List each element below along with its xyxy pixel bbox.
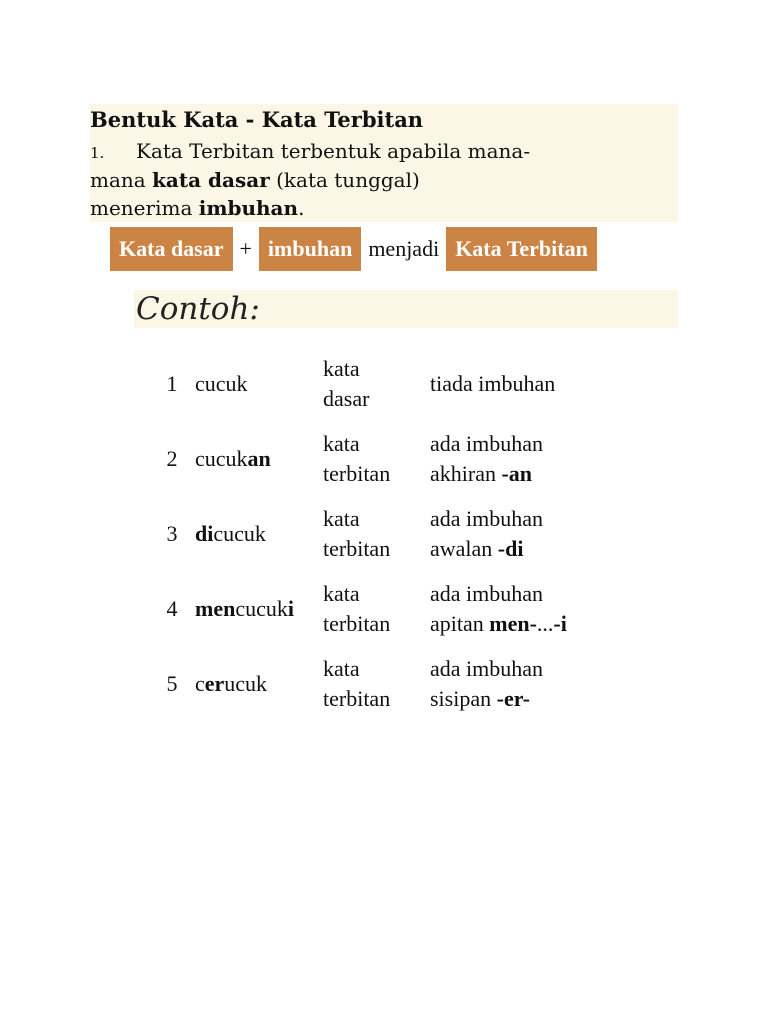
row-number: 2 [166, 446, 178, 471]
example-word: dicucuk [195, 521, 266, 546]
example-word: mencucuki [195, 596, 294, 621]
page-title: Bentuk Kata - Kata Terbitan [90, 107, 424, 132]
row-number: 1 [166, 371, 178, 396]
formula-box-kata-terbitan: Kata Terbitan [446, 227, 597, 271]
example-word: cucukan [195, 446, 271, 471]
word-type: kata terbitan [323, 656, 391, 711]
formula-joiner: menjadi [368, 236, 440, 261]
formula-plus: + [239, 236, 252, 261]
keyword-imbuhan: imbuhan [198, 196, 299, 220]
word-type: kata terbitan [323, 431, 391, 486]
list-number: 1. [90, 144, 105, 162]
formula-box-imbuhan: imbuhan [259, 227, 361, 271]
formula-box-kata-dasar: Kata dasar [110, 227, 233, 271]
paragraph-text: mana [90, 168, 153, 192]
word-description: tiada imbuhan [430, 371, 556, 396]
example-word: cerucuk [195, 671, 268, 696]
paragraph-text: (kata tunggal) [269, 168, 420, 192]
word-type: kata dasar [323, 356, 370, 411]
row-number: 3 [166, 521, 178, 546]
word-description: ada imbuhan awalan -di [430, 506, 544, 561]
formula-row [110, 227, 597, 271]
paragraph-line-3 [90, 193, 304, 223]
paragraph-line-1 [90, 136, 530, 168]
paragraph-text: menerima [90, 196, 199, 220]
example-word: cucuk [195, 371, 248, 396]
contoh-heading: Contoh: [134, 290, 678, 328]
paragraph-text: Kata Terbitan terbentuk apabila mana- [136, 139, 531, 163]
row-number: 5 [166, 671, 178, 696]
keyword-kata-dasar: kata dasar [152, 168, 270, 192]
word-type: kata terbitan [323, 506, 391, 561]
paragraph-line-2 [90, 165, 420, 195]
word-type: kata terbitan [323, 581, 391, 636]
word-description: ada imbuhan sisipan -er- [430, 656, 544, 711]
intro-section [90, 104, 678, 222]
paragraph-text: . [298, 196, 305, 220]
row-number: 4 [166, 596, 178, 621]
word-description: ada imbuhan apitan men-...-i [430, 581, 567, 636]
word-description: ada imbuhan akhiran -an [430, 431, 544, 486]
